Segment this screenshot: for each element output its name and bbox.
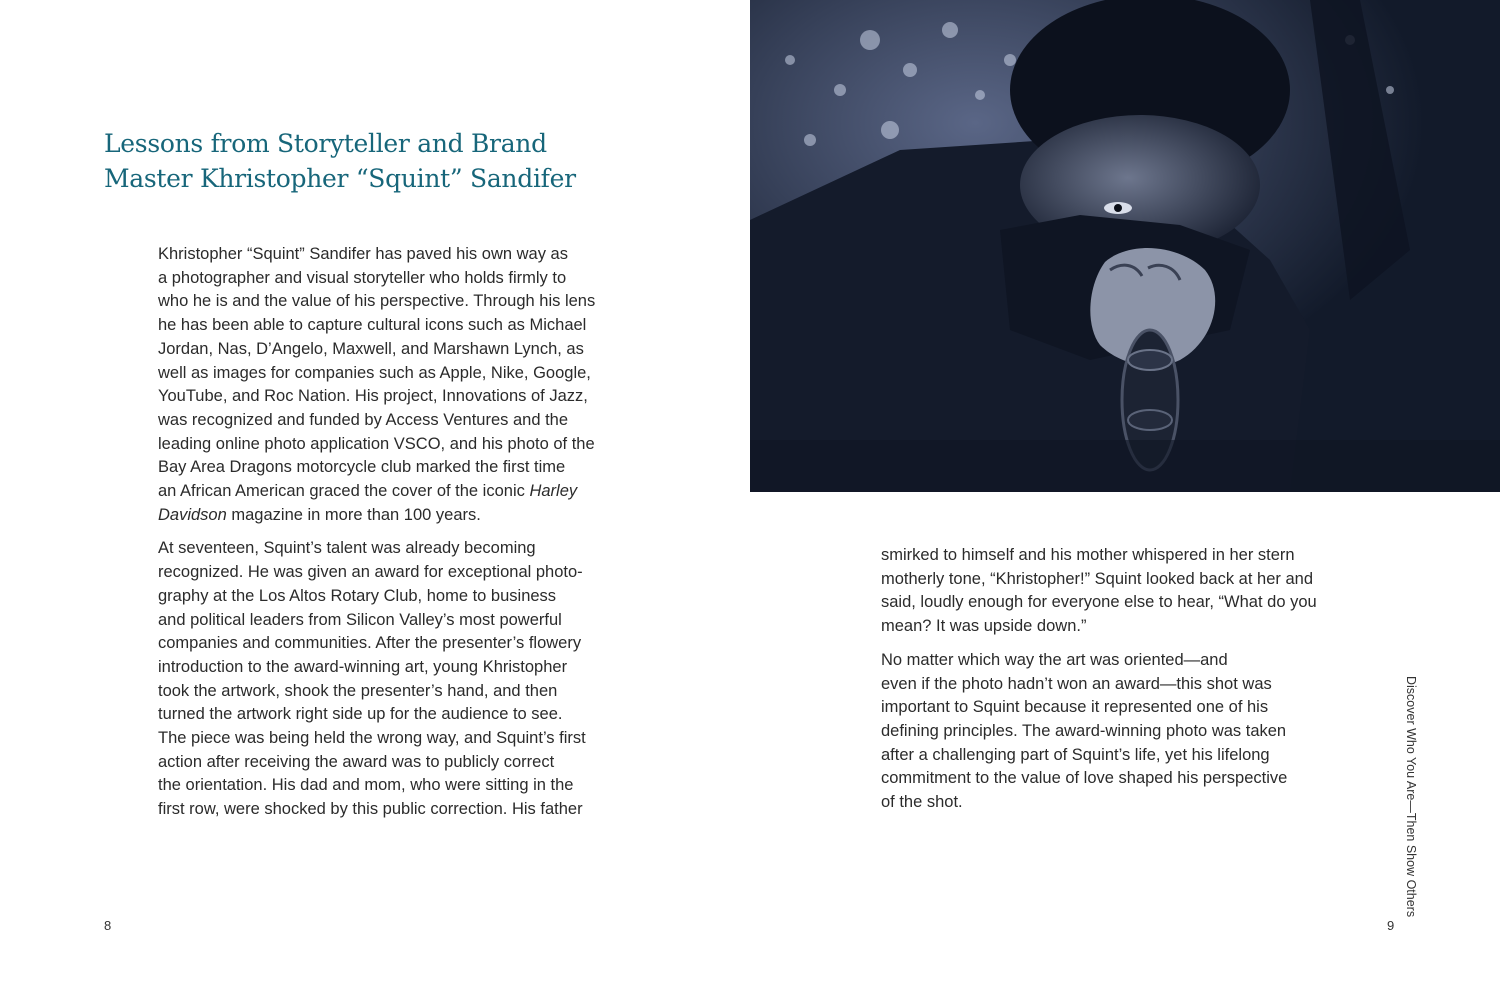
text-line: introduction to the award-winning art, young Khristopher	[158, 657, 568, 676]
text-line: and political leaders from Silicon Valley’s most powerful	[158, 610, 562, 629]
magazine-title: Davidson	[158, 505, 227, 524]
paragraph	[158, 537, 638, 821]
text-line: first row, were shocked by this public correction. His father	[158, 800, 583, 819]
running-head	[1400, 676, 1420, 936]
text-line: YouTube, and Roc Nation. His project, Innovations of Jazz,	[158, 387, 588, 406]
text-line: important to Squint because it represented one of his	[881, 698, 1269, 717]
text-line: said, loudly enough for everyone else to hear, “What do you	[881, 593, 1317, 612]
text-line: Bay Area Dragons motorcycle club marked the first time	[158, 458, 566, 477]
text-line: leading online photo application VSCO, and his photo of the	[158, 434, 595, 453]
heading-line: Master Khristopher “Squint” Sandifer	[104, 164, 576, 193]
text-line: recognized. He was given an award for exceptional photo-	[158, 563, 583, 582]
text-line: smirked to himself and his mother whispered in her stern	[881, 546, 1295, 564]
paragraph	[881, 544, 1361, 639]
text-line: was recognized and funded by Access Ventures and the	[158, 410, 569, 429]
text-line: Jordan, Nas, D’Angelo, Maxwell, and Marshawn Lynch, as	[158, 339, 584, 358]
running-head-text: Discover Who You Are—Then Show Others	[1404, 676, 1418, 918]
text-line: At seventeen, Squint’s talent was already becoming	[158, 539, 536, 558]
text-line: Khristopher “Squint” Sandifer has paved his own way as	[158, 245, 568, 263]
page-number: 8	[104, 918, 112, 933]
right-page	[750, 0, 1500, 988]
portrait-photo-illustration	[750, 0, 1500, 492]
text-line: graphy at the Los Altos Rotary Club, home to business	[158, 586, 557, 605]
text-line: he has been able to capture cultural icons such as Michael	[158, 316, 587, 335]
text-line: turned the artwork right side up for the audience to see.	[158, 705, 563, 724]
text-line	[158, 504, 638, 528]
text-line: mean? It was upside down.”	[881, 617, 1087, 636]
magazine-title: Harley	[529, 482, 578, 501]
text-line: commitment to the value of love shaped his perspective	[881, 769, 1288, 788]
text-line: the orientation. His dad and mom, who were sitting in the	[158, 776, 574, 795]
text-line: defining principles. The award-winning photo was taken	[881, 721, 1287, 740]
text-line: well as images for companies such as Apple, Nike, Google,	[158, 363, 591, 382]
text-line: companies and communities. After the presenter’s flowery	[158, 634, 582, 653]
text-line: a photographer and visual storyteller who holds firmly to	[158, 268, 567, 287]
text-line: action after receiving the award was to publicly correct	[158, 752, 555, 771]
portrait-photo	[750, 0, 1500, 492]
text-run: an African American graced the cover of the iconic	[158, 482, 530, 501]
text-line: The piece was being held the wrong way, and Squint’s first	[158, 729, 586, 748]
text-line: No matter which way the art was oriented—and	[881, 650, 1228, 669]
paragraph	[158, 243, 638, 527]
paragraph	[881, 649, 1361, 815]
text-line: even if the photo hadn’t won an award—this shot was	[881, 674, 1272, 693]
left-body-text	[158, 243, 638, 832]
right-body-text	[881, 544, 1361, 825]
text-line: who he is and the value of his perspective. Through his lens	[158, 292, 596, 311]
text-line	[158, 480, 638, 504]
text-run: magazine in more than 100 years.	[226, 505, 481, 524]
chapter-heading	[104, 126, 664, 196]
text-line: took the artwork, shook the presenter’s hand, and then	[158, 681, 558, 700]
text-line: after a challenging part of Squint’s life, yet his lifelong	[881, 745, 1270, 764]
text-line: motherly tone, “Khristopher!” Squint looked back at her and	[881, 569, 1313, 588]
text-line: of the shot.	[881, 793, 963, 812]
page-number: 9	[1387, 918, 1395, 933]
heading-line: Lessons from Storyteller and Brand	[104, 129, 547, 158]
